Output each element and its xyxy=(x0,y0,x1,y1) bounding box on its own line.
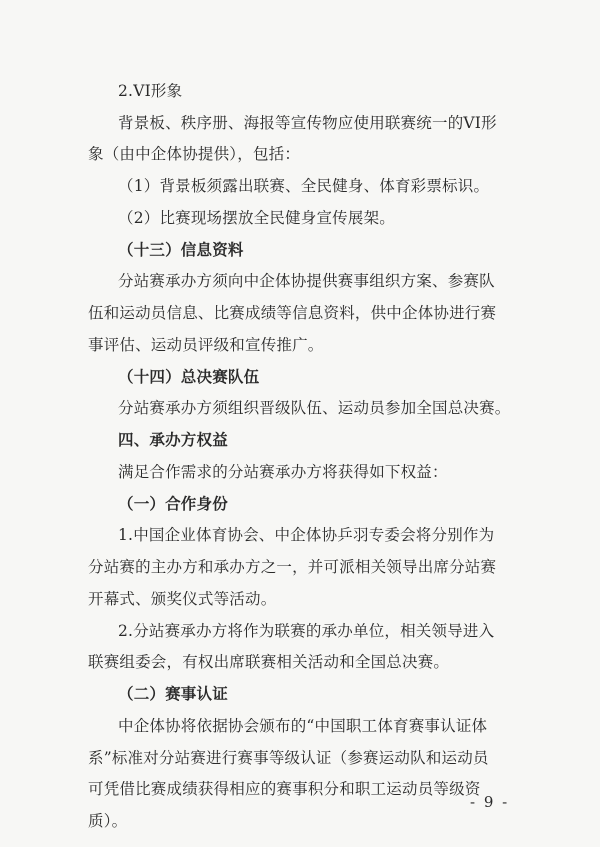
paragraph-line: 开幕式、颁奖仪式等活动。 xyxy=(88,590,277,608)
paragraph-line: （2）比赛现场摆放全民健身宣传展架。 xyxy=(118,209,395,227)
section-heading-14: （十四）总决赛队伍 xyxy=(118,368,260,386)
paragraph-line: 联赛组委会，有权出席联赛相关活动和全国总决赛。 xyxy=(88,653,450,671)
paragraph-line: 2.分站赛承办方将作为联赛的承办单位，相关领导进入 xyxy=(118,622,495,640)
section-heading-13: （十三）信息资料 xyxy=(118,241,244,259)
paragraph-line: 质）。 xyxy=(88,812,128,830)
paragraph-line: 满足合作需求的分站赛承办方将获得如下权益： xyxy=(118,463,448,481)
paragraph-line: 中企体协将依据协会颁布的“中国职工体育赛事认证体 xyxy=(118,717,488,735)
paragraph-line: 系”标准对分站赛进行赛事等级认证（参赛运动队和运动员 xyxy=(88,749,489,767)
subsection-heading-2: （二）赛事认证 xyxy=(118,685,228,703)
chapter-heading-4: 四、承办方权益 xyxy=(118,431,228,449)
subsection-heading-1: （一）合作身份 xyxy=(118,495,228,513)
paragraph-line: 伍和运动员信息、比赛成绩等信息资料，供中企体协进行赛 xyxy=(88,304,497,322)
paragraph-line: 背景板、秩序册、海报等宣传物应使用联赛统一的VI形 xyxy=(118,114,497,132)
paragraph-line: 可凭借比赛成绩获得相应的赛事积分和职工运动员等级资 xyxy=(88,780,481,798)
paragraph-line: 事评估、运动员评级和宣传推广。 xyxy=(88,336,324,354)
paragraph-line: 1.中国企业体育协会、中企体协乒羽专委会将分别作为 xyxy=(118,526,495,544)
paragraph-line: 分站赛承办方须向中企体协提供赛事组织方案、参赛队 xyxy=(118,272,495,290)
paragraph-line: 分站赛的主办方和承办方之一，并可派相关领导出席分站赛 xyxy=(88,558,497,576)
page-number: - 9 - xyxy=(470,793,510,811)
paragraph-line: 分站赛承办方须组织晋级队伍、运动员参加全国总决赛。 xyxy=(118,399,511,417)
section-vi-heading: 2.VI形象 xyxy=(118,82,183,100)
paragraph-line: 象（由中企体协提供），包括： xyxy=(88,145,301,163)
paragraph-line: （1）背景板须露出联赛、全民健身、体育彩票标识。 xyxy=(118,177,490,195)
